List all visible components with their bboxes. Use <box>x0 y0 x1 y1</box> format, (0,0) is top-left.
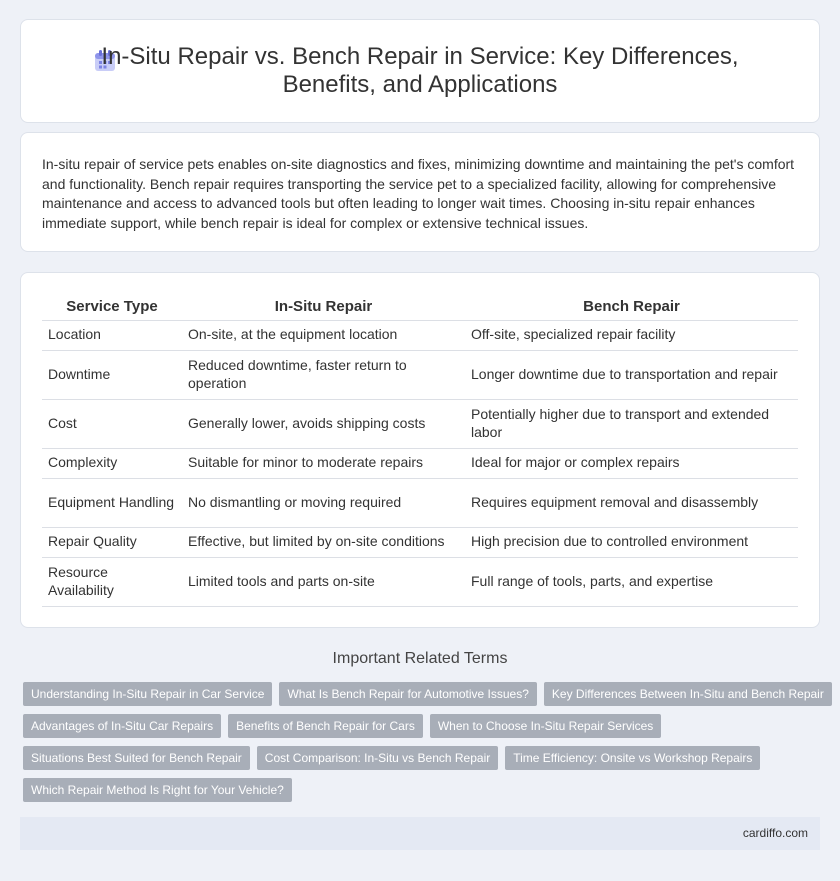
related-term-tag[interactable]: Situations Best Suited for Bench Repair <box>23 746 250 770</box>
table-row <box>42 320 798 350</box>
table-cell: Off-site, specialized repair facility <box>465 320 798 350</box>
table-header-row <box>42 294 798 320</box>
intro-paragraph: In-situ repair of service pets enables on-site diagnostics and fixes, minimizing downtime and maintaining the pet's comfort and functionality. Bench repair requires transporting the service pet to a specialized facility, allowing for comprehensive maintenance and access to advanced tools but often leading to longer wait times. Choosing in-situ repair enhances immediate support, while bench repair is ideal for complex or extensive technical issues. <box>42 156 795 231</box>
table-cell: Generally lower, avoids shipping costs <box>182 399 465 448</box>
related-term-tag[interactable]: What Is Bench Repair for Automotive Issues? <box>279 682 536 706</box>
table-cell: Equipment Handling <box>42 478 182 527</box>
table-cell: Complexity <box>42 448 182 478</box>
column-header: Bench Repair <box>465 294 798 320</box>
intro-card <box>20 132 820 252</box>
header-card <box>20 19 820 123</box>
table-cell: Requires equipment removal and disassembly <box>465 478 798 527</box>
table-cell: On-site, at the equipment location <box>182 320 465 350</box>
comparison-table-card <box>20 272 820 628</box>
related-term-tag[interactable]: Benefits of Bench Repair for Cars <box>228 714 423 738</box>
footer-site-link[interactable]: cardiffo.com <box>742 826 808 840</box>
related-term-tag[interactable]: Understanding In-Situ Repair in Car Service <box>23 682 272 706</box>
table-cell: High precision due to controlled environment <box>465 527 798 557</box>
table-cell: Potentially higher due to transport and extended labor <box>465 399 798 448</box>
table-row <box>42 350 798 399</box>
table-row <box>42 448 798 478</box>
column-header: In-Situ Repair <box>182 294 465 320</box>
table-cell: Resource Availability <box>42 557 182 606</box>
related-term-tag[interactable]: When to Choose In-Situ Repair Services <box>430 714 661 738</box>
table-cell: Longer downtime due to transportation and repair <box>465 350 798 399</box>
table-cell: Full range of tools, parts, and expertise <box>465 557 798 606</box>
related-term-tag[interactable]: Key Differences Between In-Situ and Bench Repair <box>544 682 832 706</box>
related-term-tag[interactable]: Cost Comparison: In-Situ vs Bench Repair <box>257 746 498 770</box>
table-cell: Cost <box>42 399 182 448</box>
table-cell: Ideal for major or complex repairs <box>465 448 798 478</box>
related-term-tag[interactable]: Which Repair Method Is Right for Your Vehicle? <box>23 778 292 802</box>
table-row <box>42 527 798 557</box>
table-cell: Limited tools and parts on-site <box>182 557 465 606</box>
table-cell: Repair Quality <box>42 527 182 557</box>
table-row <box>42 399 798 448</box>
table-cell: Reduced downtime, faster return to operation <box>182 350 465 399</box>
related-terms-list <box>23 682 823 810</box>
table-cell: No dismantling or moving required <box>182 478 465 527</box>
related-term-tag[interactable]: Time Efficiency: Onsite vs Workshop Repairs <box>505 746 760 770</box>
column-header: Service Type <box>42 294 182 320</box>
table-row <box>42 478 798 527</box>
table-row <box>42 557 798 606</box>
page-title: In-Situ Repair vs. Bench Repair in Service: Key Differences, Benefits, and Applications <box>101 43 739 98</box>
table-cell: Downtime <box>42 350 182 399</box>
related-term-tag[interactable]: Advantages of In-Situ Car Repairs <box>23 714 221 738</box>
comparison-table <box>42 294 798 607</box>
table-cell: Suitable for minor to moderate repairs <box>182 448 465 478</box>
related-terms-heading: Important Related Terms <box>332 650 508 667</box>
footer <box>20 817 820 850</box>
table-cell: Location <box>42 320 182 350</box>
table-cell: Effective, but limited by on-site conditions <box>182 527 465 557</box>
